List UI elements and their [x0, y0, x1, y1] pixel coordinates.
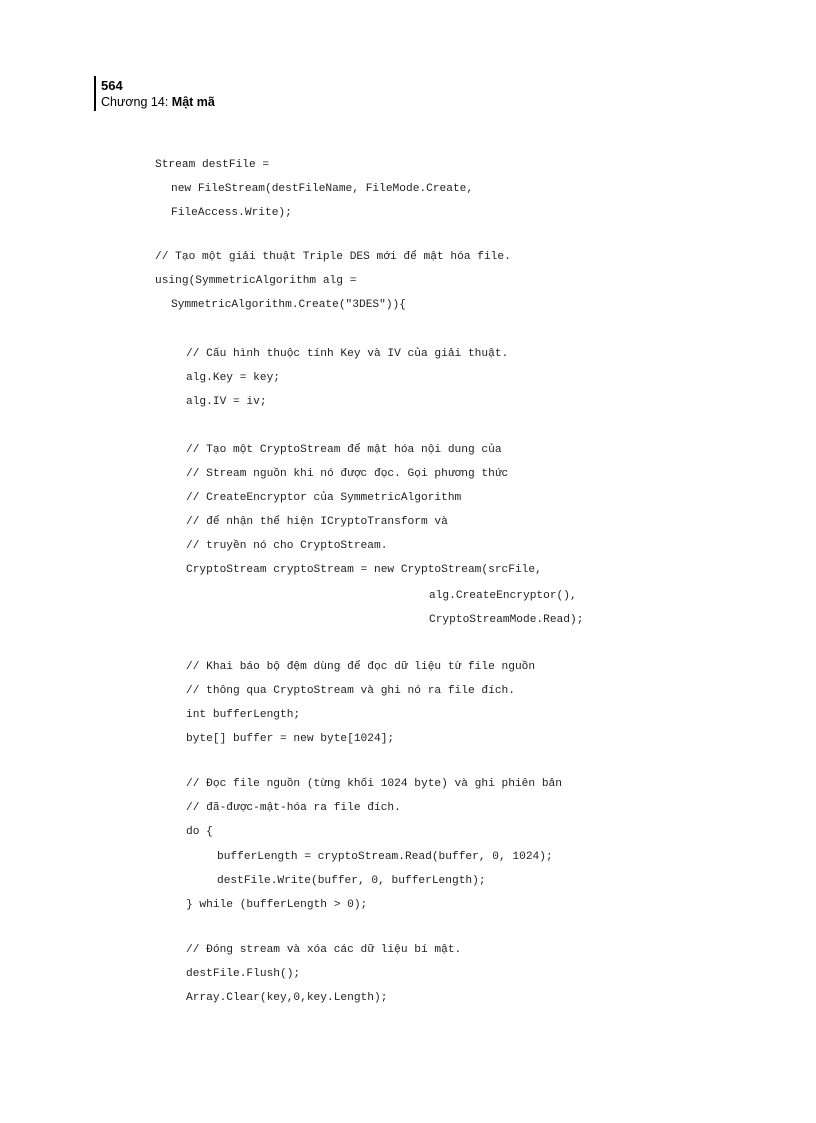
code-line: // Stream nguồn khi nó được đọc. Gọi phương thức: [186, 468, 509, 480]
chapter-label: Chương 14:: [101, 95, 172, 109]
code-line: destFile.Flush();: [186, 968, 301, 980]
code-line: // Tạo một giải thuật Triple DES mới để mật hóa file.: [155, 251, 511, 263]
code-line: FileAccess.Write);: [171, 207, 292, 219]
code-line: int bufferLength;: [186, 709, 301, 721]
code-line: new FileStream(destFileName, FileMode.Create,: [171, 183, 474, 195]
code-line: CryptoStreamMode.Read);: [429, 614, 584, 626]
code-line: destFile.Write(buffer, 0, bufferLength);: [217, 875, 486, 887]
code-line: alg.IV = iv;: [186, 396, 267, 408]
code-line: // đã-được-mật-hóa ra file đích.: [186, 802, 401, 814]
code-line: do {: [186, 826, 213, 838]
code-line: byte[] buffer = new byte[1024];: [186, 733, 395, 745]
code-line: CryptoStream cryptoStream = new CryptoStream(srcFile,: [186, 564, 542, 576]
code-line: // để nhận thể hiện ICryptoTransform và: [186, 516, 448, 528]
page-number: 564: [101, 78, 123, 93]
code-line: SymmetricAlgorithm.Create("3DES")){: [171, 299, 406, 311]
code-line: // Tạo một CryptoStream để mật hóa nội dung của: [186, 444, 502, 456]
code-line: } while (bufferLength > 0);: [186, 899, 368, 911]
code-line: // Khai báo bộ đệm dùng để đọc dữ liệu từ file nguồn: [186, 661, 536, 673]
code-line: // Đọc file nguồn (từng khối 1024 byte) và ghi phiên bản: [186, 778, 562, 790]
code-line: Stream destFile =: [155, 159, 270, 171]
code-line: // Đóng stream và xóa các dữ liệu bí mật.: [186, 944, 462, 956]
code-line: // truyền nó cho CryptoStream.: [186, 540, 388, 552]
code-line: // CreateEncryptor của SymmetricAlgorithm: [186, 492, 462, 504]
code-line: // Cấu hình thuộc tính Key và IV của giải thuật.: [186, 348, 509, 360]
code-line: alg.CreateEncryptor(),: [429, 590, 577, 602]
chapter-title: Mật mã: [171, 95, 215, 109]
code-line: using(SymmetricAlgorithm alg =: [155, 275, 357, 287]
code-line: // thông qua CryptoStream và ghi nó ra file đích.: [186, 685, 515, 697]
code-line: Array.Clear(key,0,key.Length);: [186, 992, 388, 1004]
code-line: bufferLength = cryptoStream.Read(buffer, 0, 1024);: [217, 851, 553, 863]
code-line: alg.Key = key;: [186, 372, 280, 384]
